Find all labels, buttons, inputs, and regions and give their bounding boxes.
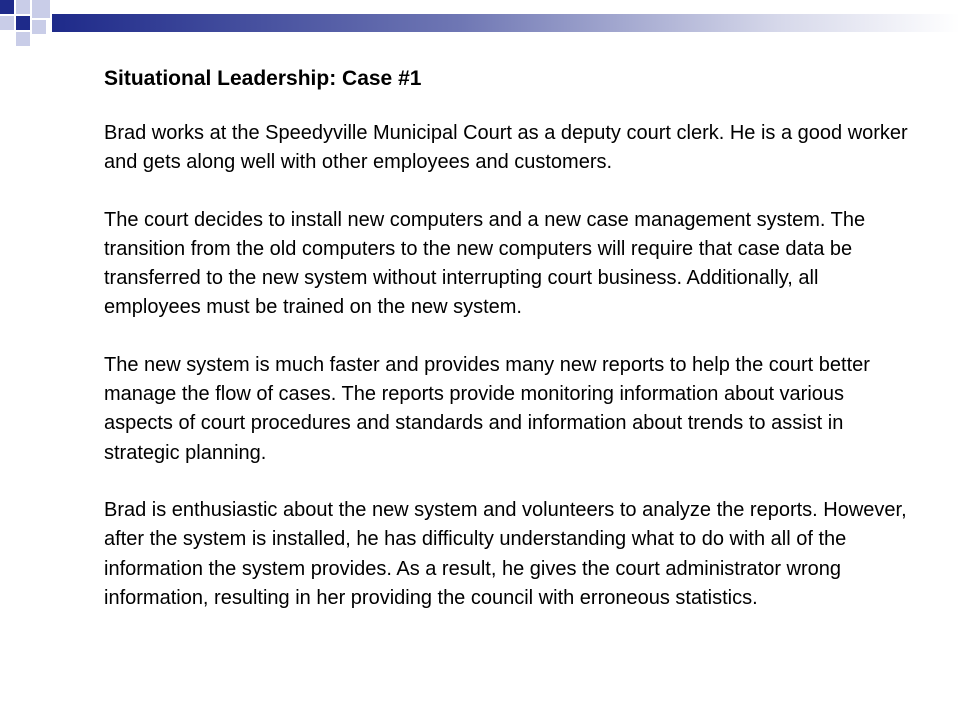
decorative-square xyxy=(16,16,30,30)
decorative-square xyxy=(0,16,14,30)
decorative-square xyxy=(32,20,46,34)
case-paragraph: The new system is much faster and provides many new reports to help the court better manage the flow of cases. The reports provide monitoring information about various aspects of court procedures and standards and information about trends to assist in strategic planning. xyxy=(104,353,870,464)
decorative-square xyxy=(0,0,14,14)
decorative-square xyxy=(16,32,30,46)
header-gradient-bar xyxy=(52,14,960,32)
decorative-square xyxy=(32,0,50,18)
case-paragraph: Brad works at the Speedyville Municipal Court as a deputy court clerk. He is a good worker and gets along well with other employees and customers. xyxy=(104,122,908,174)
slide-content xyxy=(104,64,914,613)
case-paragraph: Brad is enthusiastic about the new system and volunteers to analyze the reports. However, after the system is installed, he has difficulty understanding what to do with all of the information the system provides. As a result, he gives the court administrator wrong information, resulting in her providing the council with erroneous statistics. xyxy=(104,498,907,609)
slide-title: Situational Leadership: Case #1 xyxy=(104,67,422,90)
case-paragraph: The court decides to install new computers and a new case management system. The transition from the old computers to the new computers will require that case data be transferred to the new system without interrupting court business. Additionally, all employees must be trained on the new system. xyxy=(104,208,866,319)
decorative-square xyxy=(16,0,30,14)
